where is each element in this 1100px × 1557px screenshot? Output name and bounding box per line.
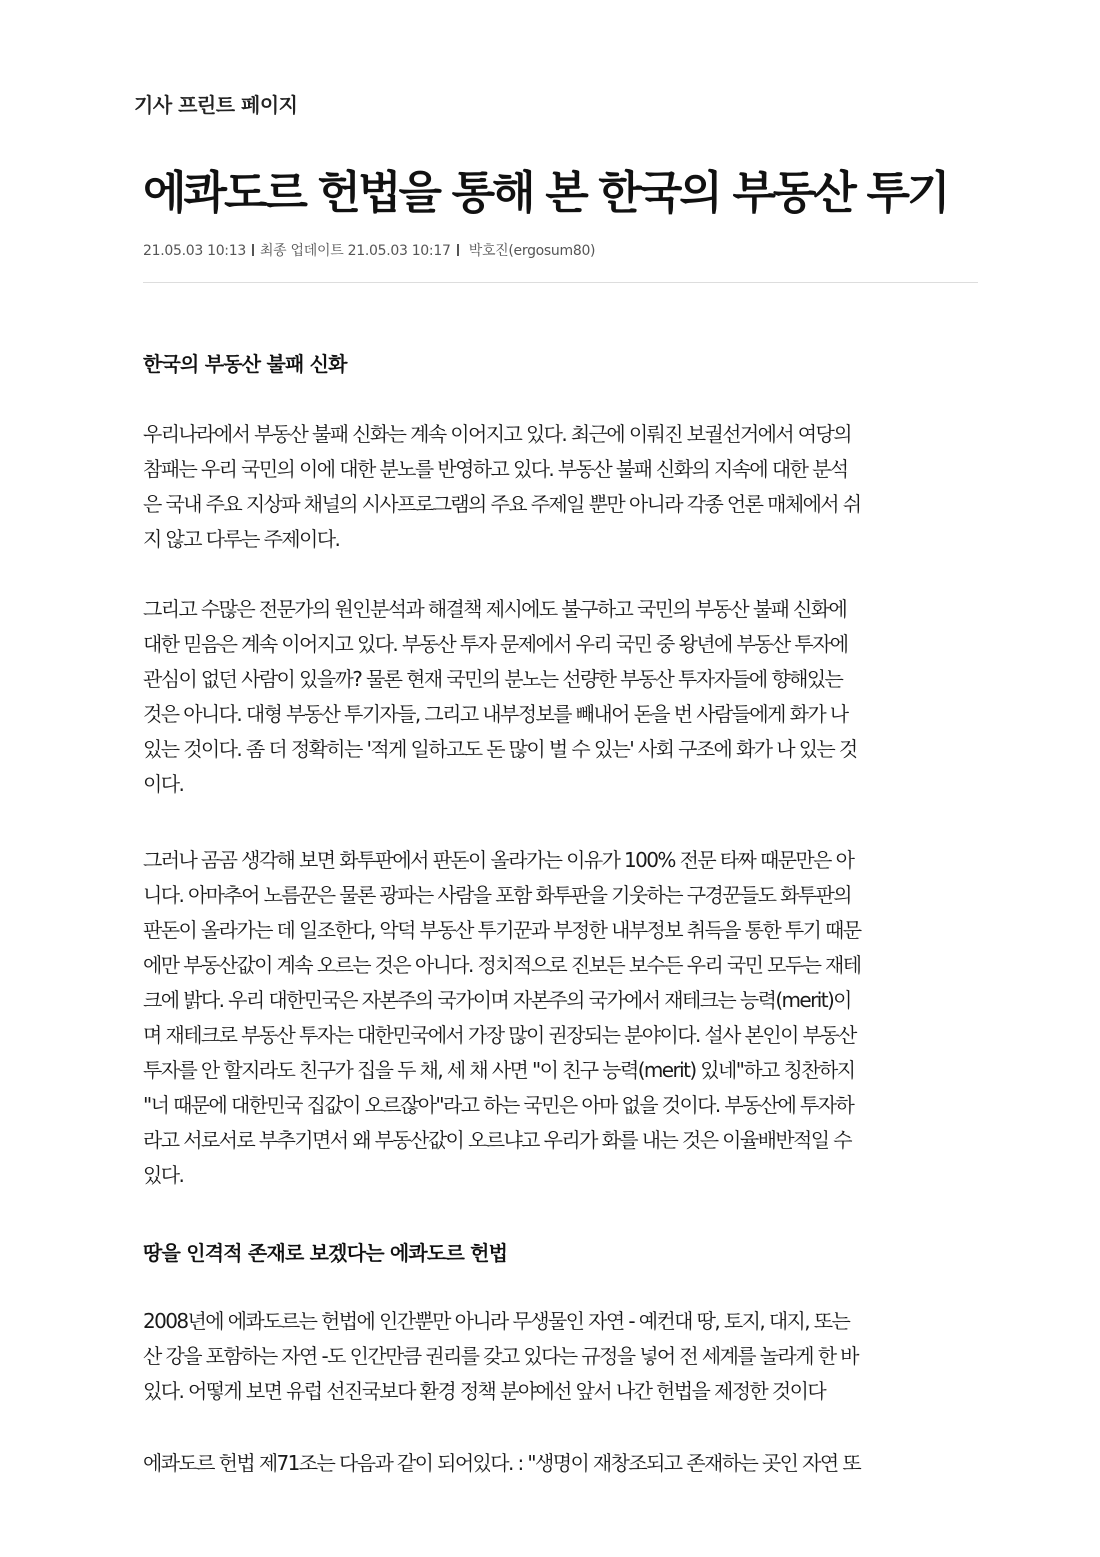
- page-label: 기사 프린트 페이지: [134, 93, 298, 117]
- paragraph-line: 니다. 아마추어 노름꾼은 물론 광파는 사람을 포함 화투판을 기웃하는 구경꾼들도 화투판의: [143, 883, 851, 907]
- paragraph-line: 산 강을 포함하는 자연 -도 인간만큼 권리를 갖고 있다는 규정을 넣어 전 세계를 놀라게 한 바: [143, 1344, 858, 1368]
- paragraph: [143, 1446, 978, 1481]
- published-time: 21.05.03 10:13: [143, 243, 246, 259]
- paragraph-line: 대한 믿음은 계속 이어지고 있다. 부동산 투자 문제에서 우리 국민 중 왕년에 부동산 투자에: [143, 632, 848, 656]
- paragraph-line: 것은 아니다. 대형 부동산 투기자들, 그리고 내부정보를 빼내어 돈을 번 사람들에게 화가 나: [143, 702, 848, 726]
- paragraph-line: 우리나라에서 부동산 불패 신화는 계속 이어지고 있다. 최근에 이뤄진 보궐선거에서 여당의: [143, 422, 851, 446]
- paragraph-line: 며 재테크로 부동산 투자는 대한민국에서 가장 많이 권장되는 분야이다. 설사 본인이 부동산: [143, 1023, 856, 1047]
- paragraph-line: 있는 것이다. 좀 더 정확히는 '적게 일하고도 돈 많이 벌 수 있는' 사회 구조에 화가 나 있는 것: [143, 737, 857, 761]
- paragraph-line: 그러나 곰곰 생각해 보면 화투판에서 판돈이 올라가는 이유가 100% 전문 타짜 때문만은 아: [143, 848, 854, 872]
- paragraph-line: 판돈이 올라가는 데 일조한다, 악덕 부동산 투기꾼과 부정한 내부정보 취득을 통한 투기 때문: [143, 918, 861, 942]
- paragraph: [143, 843, 978, 1193]
- article-meta: [143, 240, 595, 260]
- paragraph-line: 이다.: [143, 772, 184, 796]
- paragraph-line: 라고 서로서로 부추기면서 왜 부동산값이 오르냐고 우리가 화를 내는 것은 이율배반적일 수: [143, 1128, 851, 1152]
- paragraph: [143, 417, 978, 557]
- paragraph: [143, 592, 978, 802]
- paragraph-line: 관심이 없던 사람이 있을까? 물론 현재 국민의 분노는 선량한 부동산 투자자들에 향해있는: [143, 667, 843, 691]
- paragraph-line: 그리고 수많은 전문가의 원인분석과 해결책 제시에도 불구하고 국민의 부동산 불패 신화에: [143, 597, 847, 621]
- meta-separator: [457, 244, 459, 256]
- paragraph-line: 에콰도르 헌법 제71조는 다음과 같이 되어있다. : "생명이 재창조되고 존재하는 곳인 자연 또: [143, 1451, 861, 1475]
- paragraph-line: 2008년에 에콰도르는 헌법에 인간뿐만 아니라 무생물인 자연 - 예컨대 땅, 토지, 대지, 또는: [143, 1309, 850, 1333]
- updated-label: 최종 업데이트: [259, 243, 344, 259]
- paragraph-line: 있다.: [143, 1163, 184, 1187]
- author-name: 박호진(ergosum80): [468, 243, 596, 259]
- paragraph-line: 있다. 어떻게 보면 유럽 선진국보다 환경 정책 분야에선 앞서 나간 헌법을 제정한 것이다: [143, 1379, 826, 1403]
- updated-time: 21.05.03 10:17: [347, 243, 451, 259]
- paragraph-line: 지 않고 다루는 주제이다.: [143, 527, 340, 551]
- paragraph-line: 크에 밝다. 우리 대한민국은 자본주의 국가이며 자본주의 국가에서 재테크는 능력(merit)이: [143, 988, 851, 1012]
- paragraph-line: "너 때문에 대한민국 집값이 오르잖아"라고 하는 국민은 아마 없을 것이다. 부동산에 투자하: [143, 1093, 854, 1117]
- section-heading: 한국의 부동산 불패 신화: [143, 352, 347, 376]
- paragraph-line: 에만 부동산값이 계속 오르는 것은 아니다. 정치적으로 진보든 보수든 우리 국민 모두는 재테: [143, 953, 861, 977]
- meta-separator: [252, 244, 254, 256]
- paragraph-line: 은 국내 주요 지상파 채널의 시사프로그램의 주요 주제일 뿐만 아니라 각종 언론 매체에서 쉬: [143, 492, 861, 516]
- paragraph-line: 참패는 우리 국민의 이에 대한 분노를 반영하고 있다. 부동산 불패 신화의 지속에 대한 분석: [143, 457, 848, 481]
- article-title: 에콰도르 헌법을 통해 본 한국의 부동산 투기: [143, 166, 948, 219]
- paragraph: [143, 1304, 978, 1409]
- section-heading: 땅을 인격적 존재로 보겠다는 에콰도르 헌법: [143, 1241, 508, 1265]
- header-divider: [143, 282, 978, 283]
- paragraph-line: 투자를 안 할지라도 친구가 집을 두 채, 세 채 사면 "이 친구 능력(merit) 있네"하고 칭찬하지: [143, 1058, 855, 1082]
